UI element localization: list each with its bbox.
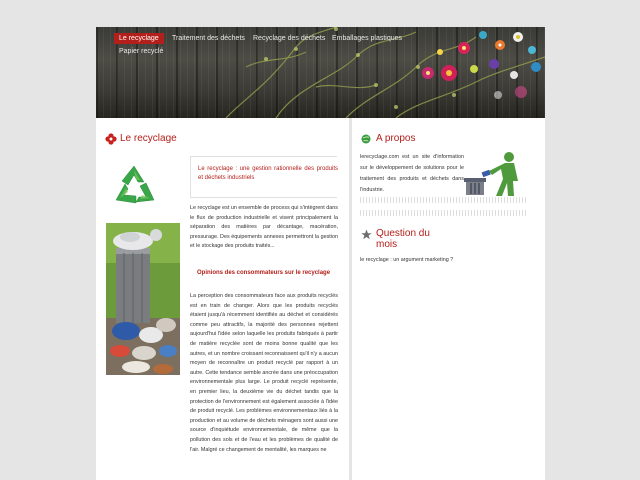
article-subtitle: Le recyclage : une gestion rationnelle des produits et déchets industriels bbox=[198, 166, 338, 181]
page-title: Le recyclage bbox=[120, 133, 177, 144]
trash-can-photo bbox=[106, 223, 180, 375]
divider bbox=[360, 210, 527, 216]
star-icon bbox=[361, 229, 372, 240]
person-recycling-icon bbox=[464, 151, 528, 197]
nav-item-le-recyclage[interactable]: Le recyclage bbox=[114, 33, 164, 44]
apropos-title: A propos bbox=[376, 133, 416, 144]
site-header bbox=[96, 27, 545, 118]
nav-item-traitement-des-dechets[interactable]: Traitement des déchets bbox=[172, 35, 245, 42]
nav-item-recyclage-des-dechets[interactable]: Recyclage des déchets bbox=[253, 35, 326, 42]
question-title: Question du mois bbox=[376, 228, 430, 250]
subtitle-box bbox=[190, 156, 337, 198]
recycle-logo bbox=[108, 162, 160, 214]
flower-icon bbox=[105, 133, 117, 145]
article-paragraph-2: La perception des consommateurs face aux produits recyclés est en train de changer. Alors que les produits recyclés étaient jusqu'à récemment identifiés au déchet et considérés comme peu attractifs, la majorité des personnes rejettent aujourd'hui l'idée selon laquelle les produits fabriqués à partir de matière recyclée sont de moins bonne qualité que les autres, et un nombre croissant reconnaissent qu'il n'y a aucun moyen de reconnaître un produit recyclé par rapport à un autre. Cette tendance semble ancrée dans une préoccupation environnementale plus large. Le produit recyclé représente, en premier lieu, la deuxième vie du déchet tandis que la protection de l'environnement est également associée à l'idée de produit recyclé. Les problèmes environnementaux liés à la production et au volume de déchets ménagers sont aussi une source d'inquiétude environnementale, de même que la pollution des sols et de l'eau et les problèmes de qualité de l'air. Malgré ce changement de mentalité, les marques ne bbox=[190, 293, 338, 453]
nav-item-papier-recycle[interactable]: Papier recyclé bbox=[119, 48, 164, 55]
divider bbox=[360, 197, 527, 203]
article-subtitle-2: Opinions des consommateurs sur le recyclage bbox=[197, 270, 331, 276]
globe-icon bbox=[361, 134, 371, 144]
question-text[interactable]: le recyclage : un argument marketing ? bbox=[360, 257, 454, 263]
article-paragraph-1: Le recyclage est un ensemble de process qui s'intègrent dans le flux de production industrielle et visent principalement la séparation des matières par décantage, macération, pressurage. Des équipements annexes permettront la gestion et le stockage des produits traités... bbox=[190, 205, 338, 250]
nav-item-emballages-plastiques[interactable]: Emballages plastiques bbox=[332, 35, 403, 42]
apropos-text: lerecyclage.com est un site d'information sur le développement de solutions pour le traitement des produits et déchets dans l'industrie. bbox=[360, 154, 464, 193]
